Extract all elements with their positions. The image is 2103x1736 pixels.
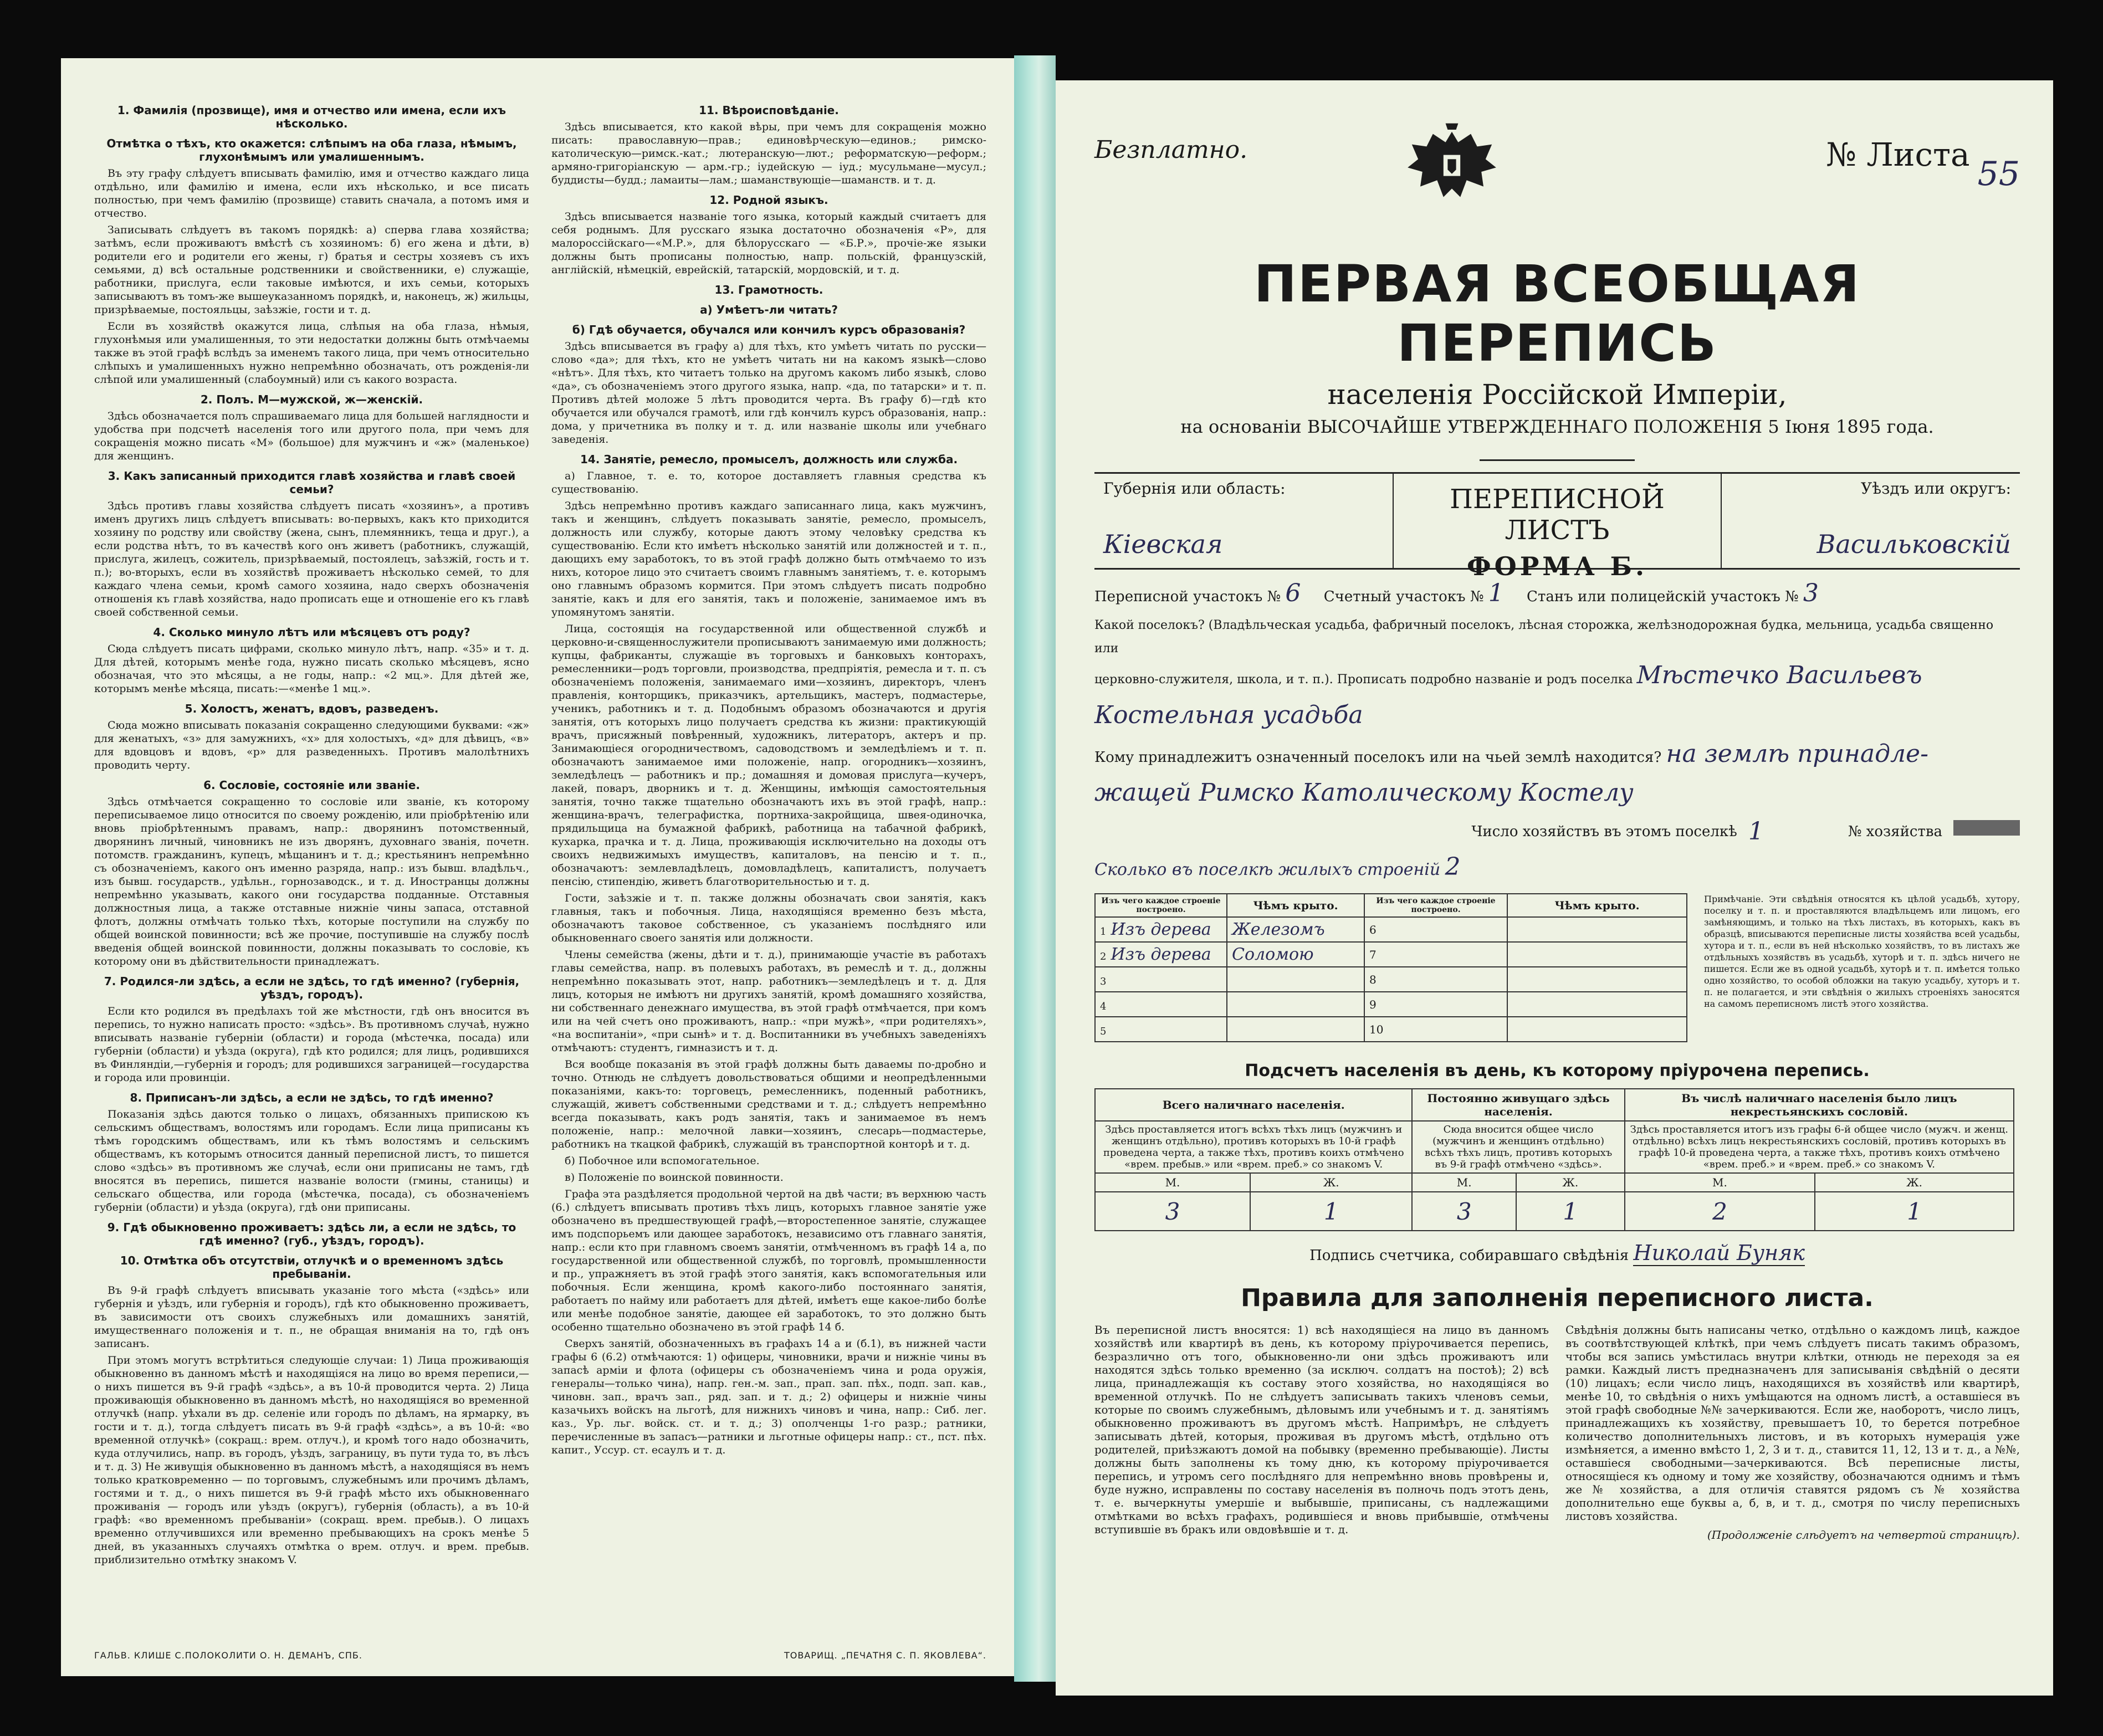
instructions-column-2 (551, 97, 986, 1654)
buildings-cell: 10 (1364, 1017, 1507, 1042)
sheet-number-label: № Листа (1826, 136, 1970, 173)
signature-value: Николай Буняк (1633, 1241, 1805, 1265)
instruction-paragraph: Здѣсь вписывается въ графу а) для тѣхъ, кто умѣетъ читать по русски—слово «да»; для тѣхъ, кто не умѣетъ читать ни на какомъ языкѣ—слово «нѣтъ». Для тѣхъ, кто читаетъ только на другомъ какомъ либо языкѣ, слово «да», съ обозначеніемъ этого другого языка, напр. «да, по татарски» и т. п. Противъ дѣтей моложе 5 лѣтъ проводится черта. Въ графу б)—гдѣ кто обучается или обучался грамотѣ, или гдѣ кончилъ курсъ образованія, напр.: дома, у причетника въ полку и т. д. или названіе школы или учебнаго заведенія. (551, 340, 986, 445)
right-page (1056, 80, 2053, 1696)
material-value: Изъ дерева (1111, 920, 1211, 939)
district-line (1094, 579, 2020, 608)
census-district-label: Переписной участокъ № (1094, 588, 1281, 605)
buildings-line (1094, 853, 2020, 882)
buildings-cell: Железомъ (1227, 917, 1364, 942)
buildings-cell (1227, 967, 1364, 992)
buildings-note: Примѣчаніе. Эти свѣдѣнія относятся къ цѣлой усадьбѣ, хутору, поселку и т. п. и проставляются владѣльцемъ или лицомъ, его замѣняющимъ, и только на тѣхъ листахъ, въ которыхъ, какъ въ образцѣ, вписываются переписные листы хозяйства всей усадьбы, хутора и т. п., если въ ней нѣсколько хозяйствъ, то въ листахъ же отдѣльныхъ хозяйствъ въ усадьбѣ, хуторѣ и т. п. здѣсь ничего не пишется. Если же въ одной усадьбѣ, хуторѣ и т. п. имѣется только одно хозяйство, то особой обложки на такую усадьбу, хуторъ и т. п. не полагается, и эти свѣдѣнія о жилыхъ строеніяхъ заносятся на самомъ переписномъ листѣ этого хозяйства. (1704, 894, 2020, 1009)
instruction-heading: 6. Сословіе, состояніе или званіе. (203, 779, 420, 792)
population-sex-label: М. (1095, 1173, 1250, 1192)
rules-text (1094, 1323, 2020, 1542)
instruction-paragraph: Здѣсь обозначается полъ спрашиваемаго лица для большей наглядности и удобства при подсчетѣ населенія того или другого пола, при чемъ для сокращенія можно писать «М» (большое) для мужчинъ и «ж» (маленькое) для женщинъ. (94, 410, 529, 462)
census-district-value: 6 (1285, 579, 1301, 607)
buildings-label: Сколько въ поселкѣ жилыхъ строеній (1094, 860, 1441, 879)
population-sex-label: Ж. (1815, 1173, 2014, 1192)
instruction-heading: 1. Фамилія (прозвище), имя и отчество или имена, если ихъ нѣсколько. (117, 104, 506, 130)
buildings-row (1095, 992, 1687, 1017)
row-number: 5 (1100, 1026, 1107, 1037)
buildings-cell: Соломою (1227, 942, 1364, 967)
instruction-paragraph: При этомъ могутъ встрѣтиться следующіе случаи: 1) Лица проживающія обыкновенно въ данномъ мѣстѣ и находящіяся на лицо во время переписи,—о нихъ пишется въ 9-й графѣ «здѣсь», а въ 10-й проводится черта. 2) Лица проживающія обыкновенно въ данномъ мѣстѣ, но находящіяся во временной отлучкѣ (напр. уѣхали въ др. селеніе или городъ по дѣламъ, на ярмарку, въ гости и т. д.), тогда слѣдуетъ писать въ 9-й графѣ «здѣсь», а въ 10-й: «во временной отлучкѣ» (сокращ.: врем. отлуч.), и кромѣ того надо обозначить, куда отлучились, напр. въ городъ, уѣздъ, заграницу, въ пути туда то, въ лѣсъ и т. д. 3) Не живущія обыкновенно въ данномъ мѣстѣ, а находящіяся въ немъ только кратковременно — по торговымъ, служебнымъ или прочимъ дѣламъ, гостями и т. д., о нихъ пишется въ 9-й графѣ мѣсто ихъ обыкновеннаго проживанія — городъ или уѣздъ (округъ), губернія (область), а въ 10-й графѣ: «во временномъ пребываніи» (сокращ. врем. пребыв.). О лицахъ временно отлучившихся или временно пребывающихъ на срокъ менѣе 5 дней, въ указанныхъ случаяхъ отмѣтка о врем. отлуч. и врем. пребыв. приблизительно отмѣтку знакомъ V. (94, 1354, 529, 1566)
buildings-cell: 7 (1364, 942, 1507, 967)
instructions-column-1 (94, 97, 529, 1654)
population-sex-label: Ж. (1516, 1173, 1625, 1192)
row-number: 1 (1100, 926, 1107, 938)
sheet-number (1826, 136, 2020, 193)
instruction-paragraph: Показанія здѣсь даются только о лицахъ, обязанныхъ припискою къ сельскимъ обществамъ, волостямъ или городамъ. Если лица приписаны къ тѣмъ городскимъ обществамъ, или къ тѣмъ волостямъ и сельскимъ обществамъ, къ которымъ относится данный переписной листъ, то пишется слово «здѣсь» въ противномъ же случаѣ, если они приписаны не тамъ, гдѣ вносятся въ перепись, пишется названіе волости (гмины, станицы) и сельскаго общества, или города (мѣстечка, посада), съ обозначеніемъ губерніи (области) и уѣзда (округа), гдѣ они приписаны. (94, 1108, 529, 1213)
instruction-paragraph: Гости, заѣзжіе и т. п. также должны обозначать свои занятія, какъ главныя, такъ и побочныя. Лица, находящіяся временно безъ мѣста, обозначаютъ таковое собственное, съ указаніемъ послѣдняго или обыкновеннаго своего занятія или должности. (551, 892, 986, 944)
buildings-cell (1095, 992, 1227, 1017)
instruction-heading: 9. Гдѣ обыкновенно проживаетъ: здѣсь ли, а если не здѣсь, то гдѣ именно? (губ., уѣздъ, городъ). (107, 1221, 516, 1247)
instruction-paragraph: Записывать слѣдуетъ въ такомъ порядкѣ: а) сперва глава хозяйства; затѣмъ, если проживаютъ вмѣстѣ съ хозяиномъ: б) его жена и дѣти, в) родители его и родители его жены, г) братья и сестры хозяевъ съ ихъ семьями, д) всѣ остальные родственники и свойственники, е) служащіе, работники, прислуга, если таковые имѣются, и ихъ семьи, которыхъ записываютъ въ томъ-же вышеуказанномъ порядкѣ, и, наконецъ, ж) жильцы, призрѣваемые, постояльцы, заѣзжіе, гости и т. д. (94, 224, 529, 316)
buildings-value: 2 (1445, 853, 1461, 881)
book-spine (1014, 55, 1056, 1682)
instruction-heading: 5. Холостъ, женатъ, вдовъ, разведенъ. (185, 702, 439, 715)
instruction-paragraph: Если въ хозяйствѣ окажутся лица, слѣпыя на оба глаза, нѣмыя, глухонѣмыя или умалишенныя, то эти недостатки должны быть отмѣчаемы также въ этой графѣ вслѣдъ за именемъ такого лица, при чемъ относительно слѣпыхъ и умалишенныхъ нужно непремѣнно обозначать, отъ рожденія-ли слѣпой или умалишенный (слабоумный) или съ какого возраста. (94, 320, 529, 386)
instruction-heading: б) Гдѣ обучается, обучался или кончилъ курсъ образованія? (572, 323, 966, 336)
signature-line (1094, 1241, 2020, 1267)
uezd-box (1722, 474, 2020, 568)
households-value: 1 (1748, 817, 1764, 846)
population-heads (1095, 1089, 2014, 1121)
instruction-paragraph: б) Побочное или вспомогательное. (565, 1155, 760, 1167)
population-description: Здѣсь проставляется итогъ изъ графы 6-й общее число (мужч. и женщ. отдѣльно) всѣхъ лицъ некрестьянскихъ сословій, противъ которыхъ въ графѣ 10-й проведена черта, а также тѣхъ, противъ коихъ отмѣчено «врем. преб.» и «врем. преб.» со знакомъ V. (1625, 1121, 2014, 1173)
rules-title: Правила для заполненія переписного листа. (1241, 1284, 1874, 1312)
instruction-paragraph: Здѣсь противъ главы хозяйства слѣдуетъ писать «хозяинъ», а противъ именъ другихъ лицъ слѣдуетъ вписывать: во-первыхъ, какъ кто приходится хозяину по родству или свойству (жена, сынъ, племянникъ, теща и друг.), а если родства нѣтъ, то въ качествѣ кого онъ живетъ (работникъ, служащій, прислуга, жилецъ, сожитель, призрѣваемый, постоялецъ, заѣзжій, гость и т. п.); во-вторыхъ, если въ хозяйствѣ проживаетъ нѣсколько семей, то для каждаго члена семьи, кромѣ самого хозяина, надо сверхъ обозначенія отношенія къ главѣ хозяйства, надо прописать еще и отношеніе его къ главѣ своей собственной семьи. (94, 500, 529, 618)
settlement-name-label: церковно-служителя, школа, и т. п.). Прописать подробно названіе и родъ поселка (1094, 673, 1633, 687)
buildings-cell (1095, 1017, 1227, 1042)
buildings-cell (1095, 917, 1227, 942)
household-number-value (1953, 820, 2020, 836)
population-head: Въ числѣ наличнаго населенія было лицъ некрестьянскихъ сословій. (1625, 1089, 2014, 1121)
instruction-paragraph: Здѣсь вписывается названіе того языка, который каждый считаетъ для себя роднымъ. Для русскаго языка достаточно обозначенія «Р», для малороссійскаго—«М.Р.», для бѣлорусскаго — «Б.Р.», прочіе-же языки должны быть прописаны полностью, напр. польскій, французскій, англійскій, нѣмецкій, еврейскій, татарскій, мордовскій, и т. д. (551, 211, 986, 276)
instruction-paragraph: Сюда слѣдуетъ писать цифрами, сколько минуло лѣтъ, напр. «35» и т. д. Для дѣтей, которымъ менѣе года, нужно писать сколько мѣсяцевъ, ясно обозначая, что это мѣсяцы, а не годы, напр.: «2 мц.». Для дѣтей же, которымъ менѣе мѣсяца, писать:—«менѣе 1 мц.». (94, 643, 529, 695)
buildings-body (1095, 917, 1687, 1042)
buildings-cell (1507, 967, 1687, 992)
divider (1480, 459, 1635, 461)
buildings-cell: 6 (1364, 917, 1507, 942)
instruction-heading: 2. Полъ. М—мужской, ж—женскій. (200, 393, 423, 406)
buildings-head-material: Изъ чего каждое строеніе построено. (1095, 894, 1227, 917)
population-sex-label: М. (1412, 1173, 1516, 1192)
population-head: Всего наличнаго населенія. (1095, 1089, 1412, 1121)
buildings-head-roof: Чѣмъ крыто. (1227, 894, 1364, 917)
population-descriptions (1095, 1121, 2014, 1173)
instruction-heading: 12. Родной языкъ. (709, 193, 828, 207)
signature-label: Подпись счетчика, собиравшаго свѣдѣнія (1309, 1247, 1629, 1264)
buildings-cell (1507, 1017, 1687, 1042)
owner-value: на землѣ принадле- (1666, 740, 1928, 768)
population-value: 1 (1250, 1192, 1412, 1231)
buildings-cell: 9 (1364, 992, 1507, 1017)
printer-credit-left: ГАЛЬВ. КЛИШЕ С.ПОЛОКОЛИТИ О. Н. ДЕМАНЪ, СПБ. (94, 1650, 362, 1661)
count-district-value: 1 (1488, 579, 1504, 607)
instruction-heading: 13. Грамотность. (714, 283, 823, 296)
instruction-paragraph: Лица, состоящія на государственной или общественной службѣ и церковно-и-священнослужители прописываютъ занимаемую ими должность; купцы, фабриканты, служащіе въ торговыхъ и банковыхъ конторахъ, ремесленники—родъ торговли, производства, предпріятія, ремесла и т. п. съ обозначеніемъ положенія, занимаемаго ими—хозяинъ, директоръ, членъ правленія, конторщикъ, приказчикъ, артельщикъ, мастеръ, подмастерье, ученикъ, работникъ и т. д. Подобнымъ образомъ обозначаются и другія занятія, отъ которыхъ лицо получаетъ средства къ жизни: практикующій врачъ, присяжный повѣренный, художникъ, литераторъ, актеръ и пр. Занимающіеся огородничествомъ, садоводствомъ и земледѣліемъ и т. п. обозначаютъ занимаемое ими положеніе, напр. огородникъ—хозяинъ, земледѣлецъ — работникъ и пр.; домашняя и домовая прислуга—кучеръ, лакей, поваръ, дворникъ и т. д. Женщины, имѣющія самостоятельныя занятія, точно также тщательно обозначаютъ ихъ въ этой графѣ, напр.: женщина-врачъ, телеграфистка, портниха-закройщица, швея-одиночка, прядильщица на бумажной фабрикѣ, работница на табачной фабрикѣ, кухарка, прачка и т. д. Лица, проживающія исключительно на доходы отъ своихъ недвижимыхъ имуществъ, капиталовъ, на пенсію и т. п., обозначаютъ: землевладѣлецъ, домовладѣлецъ, капиталистъ, получаетъ пенсію, стипендію, живетъ благотворительностью и т. д. (551, 623, 986, 888)
rules-right (1565, 1323, 2020, 1542)
buildings-cell: 8 (1364, 967, 1507, 992)
buildings-head-material-2: Изъ чего каждое строеніе построено. (1364, 894, 1507, 917)
sheet-number-value: 55 (1977, 155, 2020, 193)
population-value: 1 (1516, 1192, 1625, 1231)
settlement-name-line (1094, 661, 2020, 692)
buildings-cell (1095, 967, 1227, 992)
police-district-value: 3 (1803, 579, 1819, 607)
owner-cont (1094, 781, 2020, 808)
population-values-row (1095, 1192, 2014, 1231)
owner-line (1094, 742, 2020, 769)
instruction-heading: 14. Занятіе, ремесло, промыселъ, должность или служба. (580, 453, 958, 466)
instruction-heading: 4. Сколько минуло лѣтъ или мѣсяцевъ отъ роду? (153, 626, 470, 639)
instruction-heading: 3. Какъ записанный приходится главѣ хозяйства и главѣ своей семьи? (108, 469, 516, 496)
buildings-row (1095, 942, 1687, 967)
population-value: 2 (1625, 1192, 1815, 1231)
police-district-label: Станъ или полицейскій участокъ № (1527, 588, 1799, 605)
settlement-name-value-2: Костельная усадьба (1094, 701, 1363, 729)
instruction-paragraph: Здѣсь вписывается, кто какой вѣры, при чемъ для сокращенія можно писать: православную—прав.; единовѣрческую—единов.; римско-католическую—римск.-кат.; лютеранскую—лют.; реформатскую—реформ.; армяно-григоріанскую — арм.-гр.; іудейскую — іуд.; мусульмане—мусул.; буддисты—будд.; ламаиты—лам.; шаманствующіе—шаманств. и т. д. (551, 121, 986, 186)
buildings-cell (1507, 942, 1687, 967)
gubernia-value: Кіевская (1103, 529, 1223, 559)
population-count-title: Подсчетъ населенія въ день, къ которому пріурочена перепись. (1245, 1061, 1870, 1080)
population-value: 1 (1815, 1192, 2014, 1231)
instruction-paragraph: Здѣсь отмѣчается сокращенно то сословіе или званіе, къ которому переписываемое лицо относится по своему рожденію, или пріобрѣтенію или вновь пріобрѣтеннымъ правамъ, напр.: дворянинъ потомственный, дворянинъ личный, чиновникъ не изъ дворянъ, духовнаго званія, почетн. потомств. гражданинъ, купецъ, мѣщанинъ и т. д.; крестьянинъ непремѣнно съ обозначеніемъ, какого онъ именно разряда, напр.: изъ бывш. владѣльч., изъ бывш. государств., удѣльн., горнозаводск., и т. д. Иностранцы должны непремѣнно указывать, какого они государства подданные. Отставныя должностныя лица, а также отставные нижніе чины запаса, отставной флотъ, должны отмѣчать только тѣхъ, которые поступили на службу по общей воинской повинности; всѣ же прочие, поступившіе на службу послѣ введенія общей воинской повинности, должны показывать то сословіе, къ которому они въ дѣйствительности принадлежатъ. (94, 796, 529, 967)
population-table (1094, 1088, 2014, 1231)
form-type: ФОРМА Б. (1466, 551, 1648, 581)
owner-value-2: жащей Римско Католическому Костелу (1094, 779, 1634, 807)
population-sex-row (1095, 1173, 2014, 1192)
free-label: Безплатно. (1094, 136, 1248, 164)
population-value: 3 (1095, 1192, 1250, 1231)
instruction-paragraph: Въ эту графу слѣдуетъ вписывать фамилію, имя и отчество каждаго лица отдѣльно, или фамилію и имена, если ихъ нѣсколько, и все писать полностью, при чемъ фамилію (прозвище) ставить сначала, а потомъ имя и отчество. (94, 167, 529, 219)
form-title-box (1393, 474, 1721, 581)
instruction-paragraph: Вся вообще показанія въ этой графѣ должны быть даваемы по-дробно и точно. Отнюдь не слѣдуетъ довольствоваться общими и неопредѣленными показаніями, какъ-то: торговецъ, ремесленникъ, поденный работникъ, служащій, живетъ собственными средствами и т. д.; слѣдуетъ непремѣнно всегда показывать, какъ родъ занятія, такъ и занимаемое въ немъ положеніе, напр.: мелочной лавки—хозяинъ, слесарь—подмастерье, работникъ на ткацкой фабрикѣ, служащій въ транспортной конторѣ и т. д. (551, 1058, 986, 1150)
instruction-paragraph: Графа эта раздѣляется продольной чертой на двѣ части; въ верхнюю часть (6.) слѣдуетъ вписывать противъ тѣхъ лицъ, которыхъ главное занятіе уже обозначено въ предшествующей графѣ,—второстепенное занятіе, служащее имъ подспорьемъ или дающее заработокъ, независимо отъ главнаго занятія, напр.: если кто при главномъ своемъ занятіи, отмѣченномъ въ графѣ 14 а, по государственной или общественной службѣ, по торговлѣ, промышленности и пр., упражняетъ въ этой графѣ этого занятія, какъ вспомогательныя или побочныя. Если женщина, кромѣ какого-либо постояннаго занятія, работаетъ по найму или работаетъ для дѣтей, имѣетъ еще какое-либо болѣе или менѣе подобное занятіе, дающее ей заработокъ, то это должно быть особенно тщательно обозначено въ этой графѣ 14 б. (551, 1188, 986, 1333)
buildings-table (1094, 893, 1687, 1042)
instruction-heading: 8. Приписанъ-ли здѣсь, а если не здѣсь, то гдѣ именно? (130, 1091, 494, 1104)
form-title: ПЕРЕПИСНОЙ ЛИСТЪ (1450, 484, 1665, 546)
population-head: Постоянно живущаго здѣсь населенія. (1412, 1089, 1624, 1121)
material-value: Изъ дерева (1111, 945, 1211, 964)
rules-left: Въ переписной листъ вносятся: 1) всѣ находящіеся на лицо въ данномъ хозяйствѣ или квартирѣ въ день, къ которому пріурочивается перепись, безразлично отъ того, обыкновенно-ли они здѣсь проживаютъ или находятся здѣсь только временно (за исключ. солдатъ на постоѣ); 2) всѣ лица, принадлежащія къ составу этого хозяйства, но находящіяся во временной отлучкѣ. По не слѣдуетъ записывать такихъ членовъ семьи, которые по своимъ служебнымъ, дѣловымъ или учебнымъ и т. д. занятіямъ обыкновенно проживаютъ въ другомъ мѣстѣ. Напримѣръ, не слѣдуетъ записывать дѣтей, которыя, проживая въ другомъ мѣстѣ, отдѣльно отъ родителей, приѣзжаютъ домой на побывку (временно пребывающіе). Листы должны быть заполнены къ тому дню, къ которому пріурочивается перепись, и утромъ сего послѣдняго для непремѣнно вновь провѣрены и, буде нужно, исправлены по составу населенія въ полночь подъ этотъ день, т. е. вычеркнуты умершіе и выбывшіе, приписаны, съ надлежащими отмѣтками во всѣхъ графахъ, родившіеся и вновь прибывшіе, отмѣчены вступившіе въ бракъ или овдовѣвшіе и т. д. (1094, 1323, 1549, 1536)
instruction-paragraph: Въ 9-й графѣ слѣдуетъ вписывать указаніе того мѣста («здѣсь» или губернія и уѣздъ, или губернія и городъ), гдѣ кто обыкновенно проживаетъ, въ зависимости отъ своихъ служебныхъ или домашнихъ занятій, имущественнаго положенія и т. п., не обращая вниманія на то, гдѣ онъ записанъ. (94, 1284, 529, 1350)
owner-label: Кому принадлежитъ означенный поселокъ или на чьей землѣ находится? (1094, 749, 1662, 766)
count-district-label: Счетный участокъ № (1323, 588, 1484, 605)
instruction-heading: 10. Отмѣтка объ отсутствіи, отлучкѣ и о временномъ здѣсь пребываніи. (120, 1254, 504, 1281)
instruction-heading: 11. Вѣроисповѣданіе. (699, 104, 839, 117)
row-number: 2 (1100, 951, 1107, 962)
buildings-section (1094, 893, 2020, 1042)
buildings-row (1095, 1017, 1687, 1042)
population-description: Здѣсь проставляется итогъ всѣхъ тѣхъ лицъ (мужчинъ и женщинъ отдѣльно), противъ которыхъ въ 10-й графѣ проведена черта, а также тѣхъ, противъ коихъ отмѣчено «врем. пребыв.» или «врем. преб.» со знакомъ V. (1095, 1121, 1412, 1173)
buildings-cell (1095, 942, 1227, 967)
page-title: ПЕРВАЯ ВСЕОБЩАЯ ПЕРЕПИСЬ (1253, 254, 1861, 373)
settlement-name-value: Мѣстечко Васильевъ (1636, 661, 1922, 689)
households-line (1094, 817, 2020, 846)
gubernia-label: Губернія или область: (1103, 479, 1286, 498)
gubernia-box (1094, 474, 1393, 568)
row-number: 3 (1100, 976, 1107, 987)
instruction-heading: а) Умѣетъ-ли читать? (700, 303, 838, 316)
rules-continue-note: (Продолженіе слѣдуетъ на четвертой страницѣ). (1707, 1528, 2020, 1542)
page-subtitle-2: на основаніи ВЫСОЧАЙШЕ УТВЕРЖДЕННАГО ПОЛОЖЕНІЯ 5 Іюня 1895 года. (1180, 416, 1934, 437)
buildings-cell (1227, 992, 1364, 1017)
instruction-paragraph: Здѣсь непремѣнно противъ каждаго записаннаго лица, какъ мужчинъ, такъ и женщинъ, слѣдуетъ показывать занятіе, ремесло, промыселъ, должность или службу, которые даютъ этому человѣку средства къ существованію. Если кто имѣетъ нѣсколько занятій или должностей и т. п., дающихъ ему заработокъ, то въ этой графѣ должно быть отмѣчаемо то изъ нихъ, которое лицо это считаетъ своимъ главнымъ занятіемъ, т. е. которымъ оно главнымъ образомъ кормится. При этомъ слѣдуетъ писать подробно занятіе, какъ и для его занятія, такъ и положеніе, занимаемое имъ въ упомянутомъ занятіи. (551, 500, 986, 618)
double-headed-eagle-icon (1399, 119, 1505, 224)
buildings-cell (1507, 917, 1687, 942)
buildings-row (1095, 917, 1687, 942)
households-label: Число хозяйствъ въ этомъ поселкѣ (1471, 823, 1737, 840)
instruction-paragraph: Члены семейства (жены, дѣти и т. д.), принимающіе участіе въ работахъ главы семейства, напр. въ полевыхъ работахъ, въ ремеслѣ и т. д., должны непремѣнно показывать этот, напр. работникъ—земледѣлецъ и т. д. Для лицъ, которыя не имѣютъ ни другихъ занятій, кромѣ домашняго хозяйства, ни собственнаго денежнаго имущества, въ этой графѣ отмѣчается, при комъ или на чей счетъ оно проживаютъ, напр.: «при мужѣ», «при родителяхъ», «на воспитаніи», «при сынѣ» и т. д. Воспитанники въ учебныхъ заведеніяхъ отмѣчаютъ: студентъ, гимназистъ и т. д. (551, 949, 986, 1054)
instruction-heading: Отмѣтка о тѣхъ, кто окажется: слѣпымъ на оба глаза, нѣмымъ, глухонѣмымъ или умалишеннымъ. (106, 137, 517, 163)
instruction-paragraph: а) Главное, т. е. то, которое доставляетъ главныя средства къ существованію. (551, 470, 986, 495)
buildings-head-roof-2: Чѣмъ крыто. (1507, 894, 1687, 917)
instruction-paragraph: в) Положеніе по воинской повинности. (565, 1171, 784, 1184)
population-description: Сюда вносится общее число (мужчинъ и женщинъ отдѣльно) всѣхъ тѣхъ лицъ, противъ которыхъ въ 9-й графѣ отмѣчено «здѣсь». (1412, 1121, 1624, 1173)
instruction-heading: 7. Родился-ли здѣсь, а если не здѣсь, то гдѣ именно? (губернія, уѣздъ, городъ). (104, 975, 520, 1001)
rules-right-text: Свѣдѣнія должны быть написаны четко, отдѣльно о каждомъ лицѣ, каждое въ соотвѣтствующей клѣткѣ, при чемъ слѣдуетъ писать такимъ образомъ, чтобы вся запись умѣстилась внутри клѣтки, отнюдь не переходя за ея рамки. Каждый листъ предназначенъ для записыванія свѣдѣній о десяти (10) лицахъ; если число лицъ, находящихся въ хозяйствѣ или квартирѣ, менѣе 10, то свѣдѣнія о нихъ умѣщаются на одномъ листѣ, а оставшіеся въ этой графѣ свободные №№ зачеркиваются. Если же, наоборотъ, число лицъ, принадлежащихъ къ хозяйству, превышаетъ 10, то берется потребное количество дополнительныхъ листовъ, и въ которыхъ нумерація уже измѣняется, а именно вмѣсто 1, 2, 3 и т. д., ставится 11, 12, 13 и т. д., а №№, оставшіеся свободными—зачеркиваются. Всѣ переписные листы, относящіеся къ одному и тому же хозяйству, обозначаются однимъ и тѣмъ же № хозяйства, а для отличія ставятся рядомъ съ № хозяйства дополнительно еще буквы а, б, в, и т. д., смотря по числу переписныхъ листовъ хозяйства. (1565, 1323, 2020, 1523)
form-header (1094, 472, 2020, 581)
instruction-paragraph: Сверхъ занятій, обозначенныхъ въ графахъ 14 а и (б.1), въ нижней части графы 6 (6.2) отмѣчаются: 1) офицеры, чиновники, врачи и нижніе чины въ запасѣ арміи и флота (офицеры съ обозначеніемъ чина и рода оружія, генералы—только чина), напр. ген.-м. зап., прап. зап. пѣх., подп. зап. кав., чиновн. зап., врачъ зап., ряд. зап. и т. д.; 2) офицеры и нижніе чины казачьихъ войскъ на льготѣ, для нижнихъ чиновъ и чина, напр.: Сиб. лег. каз., Ур. льг. войск. ст. и т. д.; 3) ополченцы 1-го разр.; ратники, перечисленные въ запасъ—ратники и льготные офицеры напр.: ст., пст. пѣх. капит., Уссур. ст. есаулъ и т. д. (551, 1338, 986, 1456)
settlement-name-cont (1094, 701, 2020, 730)
uezd-value: Васильковскій (1817, 529, 2011, 559)
page-subtitle: населенія Россійской Имперіи, (1327, 378, 1787, 411)
buildings-row (1095, 967, 1687, 992)
instruction-paragraph: Если кто родился въ предѣлахъ той же мѣстности, гдѣ онъ вносится въ перепись, то нужно написать просто: «здѣсь». Въ противномъ случаѣ, нужно вписывать названіе губерніи (области) и города (мѣстечка, посада) или губерніи (области) и уѣзда (округа), гдѣ кто родился; для лицъ, родившихся въ Финляндіи,—губернія и городъ; для родившихся заграницей—государства и города или провинціи. (94, 1005, 529, 1084)
instruction-paragraph: Сюда можно вписывать показанія сокращенно следующими буквами: «ж» для женатыхъ, «з» для замужнихъ, «х» для холостыхъ, «д» для дѣвицъ, «в» для вдовцовъ и вдовъ, «р» для разведенныхъ. Противъ малолѣтнихъ проводить черту. (94, 719, 529, 771)
population-sex-label: М. (1625, 1173, 1815, 1192)
row-number: 4 (1100, 1001, 1107, 1012)
household-number-label: № хозяйства (1848, 823, 1942, 840)
printer-credit-right: ТОВАРИЩ. „ПЕЧАТНЯ С. П. ЯКОВЛЕВА“. (784, 1650, 986, 1661)
buildings-cell (1507, 992, 1687, 1017)
buildings-cell (1227, 1017, 1364, 1042)
left-page (61, 58, 1014, 1676)
population-value: 3 (1412, 1192, 1516, 1231)
population-sex-label: Ж. (1250, 1173, 1412, 1192)
uezd-label: Уѣздъ или округъ: (1860, 479, 2011, 498)
settlement-type-label: Какой поселокъ? (Владѣльческая усадьба, фабричный поселокъ, лѣсная сторожка, желѣзнодорожная будка, мельница, усадьба священно или (1094, 618, 1994, 656)
